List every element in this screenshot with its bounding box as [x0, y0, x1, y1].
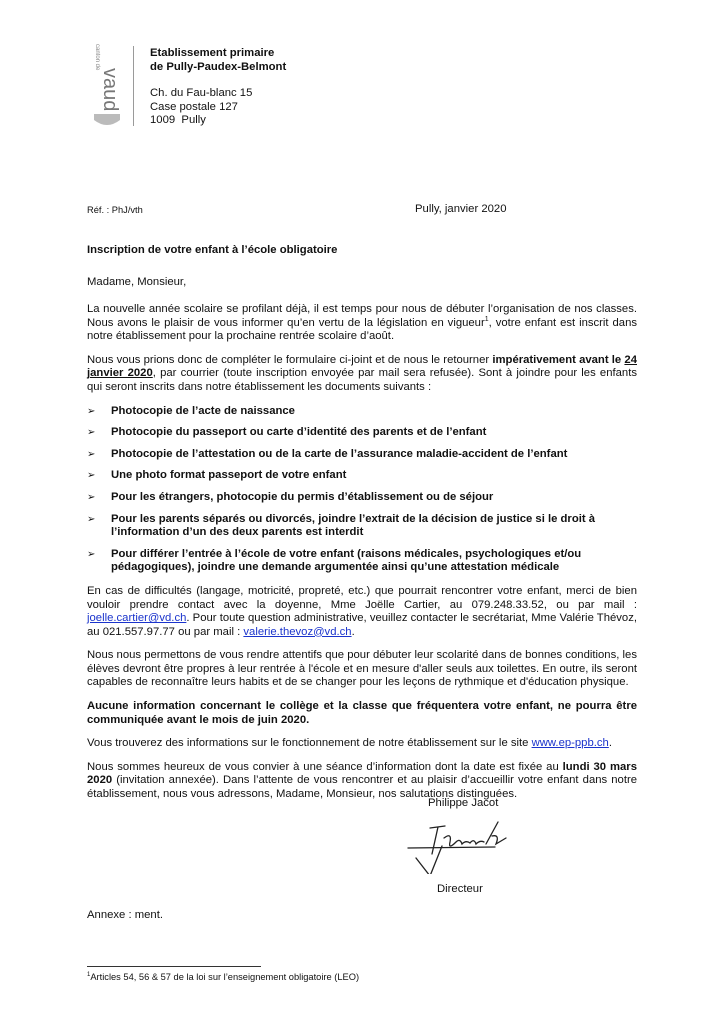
- email-link-doyenne[interactable]: joelle.cartier@vd.ch: [87, 612, 187, 625]
- paragraph-text: , par courrier (toute inscription envoyée par mail sera refusée). Sont à joindre pour les enfants qui seront inscrits dans notre établissement les documents suivants :: [87, 367, 637, 393]
- sender-address-line3: 1009 Pully: [150, 114, 206, 126]
- arrow-bullet-icon: ➢: [87, 448, 96, 460]
- sender-name-line2: de Pully-Paudex-Belmont: [150, 60, 287, 73]
- paragraph-deadline: [87, 354, 637, 395]
- deadline-emphasis: impérativement avant le: [492, 353, 625, 366]
- letter-subject: Inscription de votre enfant à l’école obligatoire: [87, 244, 338, 256]
- list-item: ➢ Pour différer l’entrée à l’école de votre enfant (raisons médicales, psychologiques et/ou pédagogiques), joindre une demande argumentée ainsi qu’une attestation médicale: [87, 547, 582, 574]
- arrow-bullet-icon: ➢: [87, 548, 96, 560]
- footnote-text: Articles 54, 56 & 57 de la loi sur l’enseignement obligatoire (LEO): [90, 972, 360, 982]
- paragraph-website: Vous trouverez des informations sur le fonctionnement de notre établissement sur le site www.ep-ppb.ch.: [87, 737, 612, 750]
- paragraph-text: Nous vous prions donc de compléter le formulaire ci-joint et de nous le retourner: [87, 353, 493, 366]
- letter-body: [87, 303, 637, 802]
- list-item: ➢ Pour les parents séparés ou divorcés, joindre l’extrait de la décision de justice si le droit à l’information d’un des deux parents est interdit: [87, 512, 596, 539]
- list-item: ➢ Pour les étrangers, photocopie du permis d’établissement ou de séjour: [87, 490, 494, 503]
- arrow-bullet-icon: ➢: [87, 513, 96, 525]
- meeting-date: lundi 30 mars 2020: [87, 760, 637, 787]
- vaud-logo: [86, 42, 128, 128]
- website-link[interactable]: www.ep-ppb.ch: [531, 737, 609, 750]
- signatory-title: Directeur: [437, 883, 483, 895]
- header-divider: [133, 46, 134, 126]
- paragraph-intro: [87, 303, 637, 344]
- place-date: Pully, janvier 2020: [415, 203, 507, 215]
- paragraph-text: (invitation annexée). Dans l’attente de vous rencontrer et au plaisir d’accueillir votre enfant dans notre établissement, nous vous adressons, Madame, Monsieur, nos salutations distinguées.: [87, 774, 637, 801]
- paragraph-text: Nous sommes heureux de vous convier à une séance d’information dont la date est fixée au: [87, 760, 563, 773]
- arrow-bullet-icon: ➢: [87, 470, 96, 482]
- paragraph-closing: [87, 761, 637, 802]
- list-item: ➢ Photocopie de l’attestation ou de la carte de l’assurance maladie-accident de l’enfant: [87, 447, 568, 460]
- arrow-bullet-icon: ➢: [87, 405, 96, 417]
- list-item: ➢ Photocopie de l’acte de naissance: [87, 404, 295, 417]
- footnote-ref: 1: [484, 315, 489, 323]
- paragraph-readiness: Nous nous permettons de vous rendre attentifs que pour débuter leur scolarité dans de bonnes conditions, les élèves devront être propres à leur rentrée à l'école et en mesure d'aller seuls aux toilettes. En outre, ils seront capables de reconnaître leurs habits et de se changer pour les leçons de rythmique et d'éducation physique.: [87, 649, 637, 689]
- paragraph-text: La nouvelle année scolaire se profilant déjà, il est temps pour nous de débuter l’organisation de nos classes. Nous avons le plaisir de vous informer qu’en vertu de la législation en vigueur: [87, 303, 637, 329]
- sender-name-line1: Etablissement primaire: [150, 47, 275, 59]
- documents-list: [87, 405, 637, 575]
- sender-address-line2: Case postale 127: [150, 100, 238, 113]
- deadline-date: 24 janvier 2020: [87, 353, 637, 380]
- sender-address-line1: Ch. du Fau-blanc 15: [150, 87, 253, 99]
- arrow-bullet-icon: ➢: [87, 427, 96, 439]
- logo-small-text: canton de: [94, 44, 100, 71]
- paragraph-text: En cas de difficultés (langage, motricité, propreté, etc.) que pourrait rencontrer votre enfant, merci de bien vouloir prendre contact avec la doyenne, Mme Joëlle Cartier, au 079.248.33.52, ou par mail :: [87, 584, 637, 611]
- paragraph-text: . Pour toute question administrative, veuillez contacter le secrétariat, Mme Valérie Thévoz, au 021.557.97.77 ou par mail :: [87, 612, 637, 638]
- signatory-name: Philippe Jacot: [428, 797, 499, 809]
- paragraph-contacts: En cas de difficultés (langage, motricité, propreté, etc.) que pourrait rencontrer votre enfant, merci de bien vouloir prendre contact avec la doyenne, Mme Joëlle Cartier, au 079.248.33.52, ou par mail : joelle.cartier@vd.ch. Pour toute question administrative, veuillez contacter le secrétariat, Mme Valérie Thévoz, au 021.557.97.77 ou par mail : valerie.thevoz@vd.ch.: [87, 584, 637, 638]
- paragraph-class-info: Aucune information concernant le collège et la classe que fréquentera votre enfant, ne pourra être communiquée avant le mois de juin 2020.: [87, 700, 637, 726]
- handwritten-signature: [400, 814, 530, 874]
- paragraph-text: , votre enfant est inscrit dans notre établissement pour la prochaine rentrée scolaire d’août.: [87, 316, 637, 343]
- arrow-bullet-icon: ➢: [87, 491, 96, 503]
- annex-note: Annexe : ment.: [87, 909, 163, 921]
- list-item: ➢ Photocopie du passeport ou carte d’identité des parents et de l’enfant: [87, 426, 487, 439]
- footnote: [87, 972, 359, 982]
- sender-block: [150, 47, 286, 128]
- salutation: Madame, Monsieur,: [87, 276, 187, 288]
- footnote-separator: [87, 966, 261, 967]
- paragraph-text: Vous trouverez des informations sur le fonctionnement de notre établissement sur le site: [87, 737, 532, 750]
- shield-icon: [94, 114, 120, 125]
- footnote-number: 1: [87, 971, 91, 978]
- logo-text: vaud: [99, 68, 121, 112]
- reference: Réf. : PhJ/vth: [87, 205, 143, 215]
- email-link-secretariat[interactable]: valerie.thevoz@vd.ch: [243, 625, 352, 638]
- list-item: ➢ Une photo format passeport de votre enfant: [87, 469, 347, 482]
